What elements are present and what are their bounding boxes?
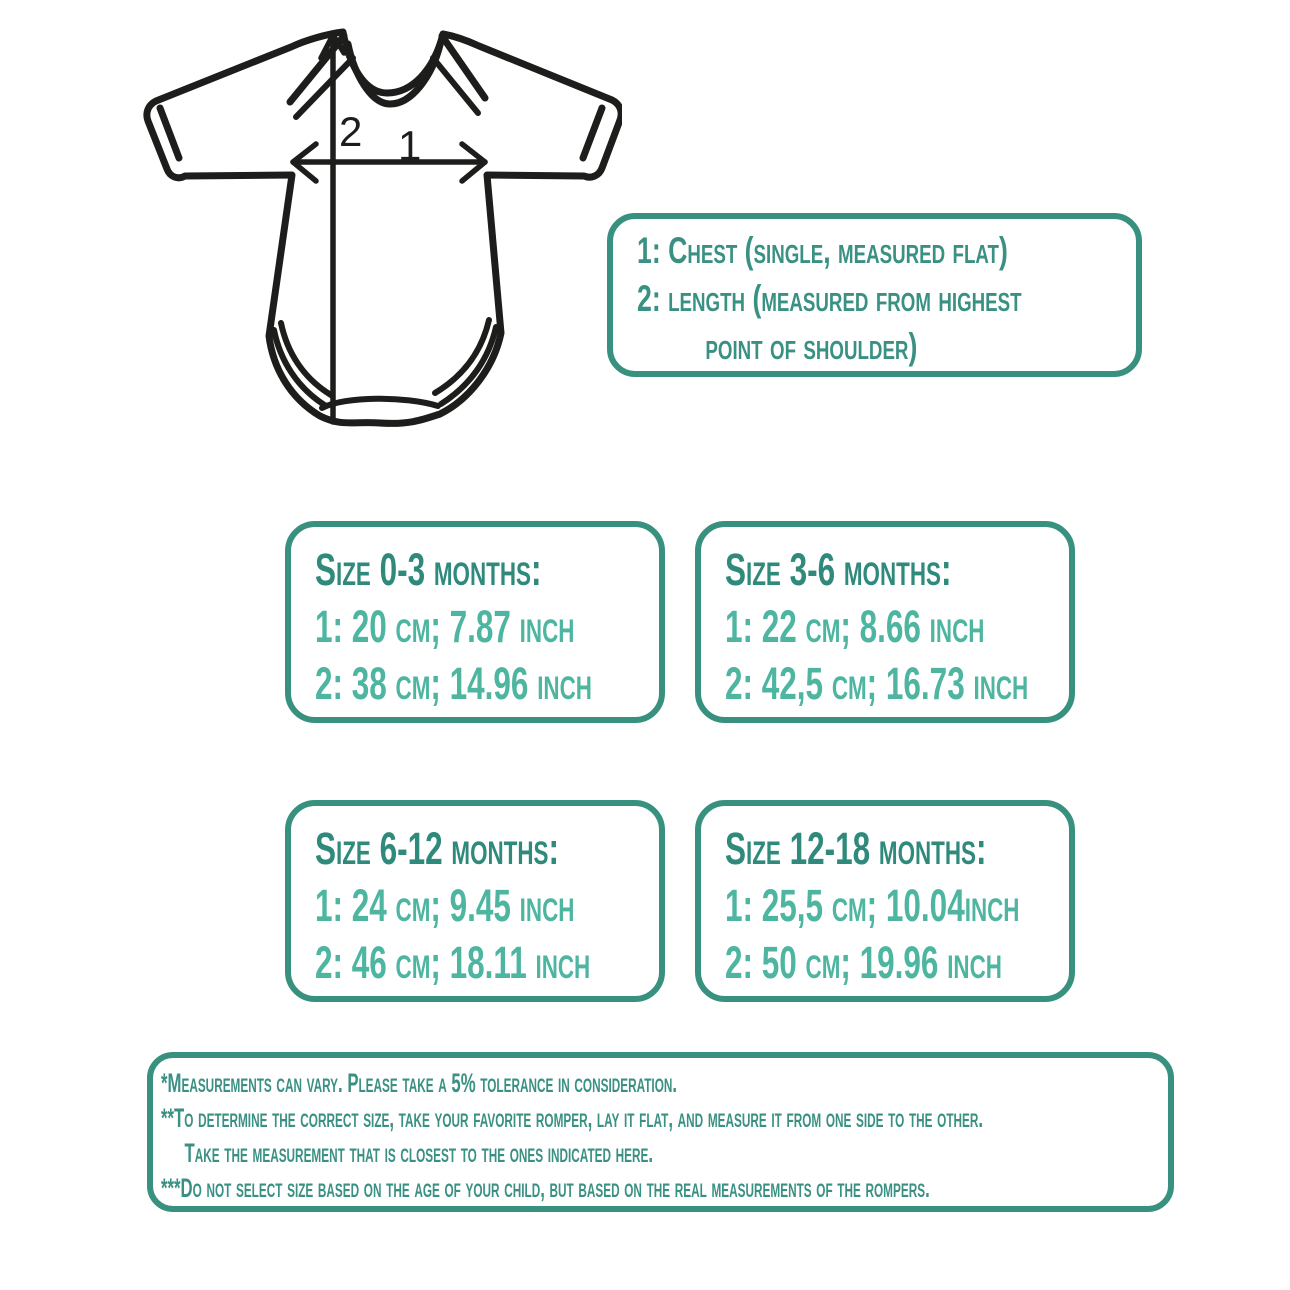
footnote-tolerance: *Measurements can vary. Please take a 5% tolerance in consideration.: [161, 1068, 678, 1098]
bodysuit-diagram-icon: [140, 18, 622, 448]
size-box-title: Size 0-3 months:: [315, 544, 542, 595]
footnotes-text: [161, 1066, 984, 1206]
size-box-length: 2: 38 cm; 14.96 inch: [315, 658, 592, 709]
size-box-title: Size 12-18 months:: [725, 823, 987, 874]
legend-line-chest: 1: Chest (single, measured flat): [637, 230, 1008, 271]
size-box-chest: 1: 24 cm; 9.45 inch: [315, 880, 575, 931]
size-box-0-3-months: [285, 521, 665, 723]
size-box-length: 2: 50 cm; 19.96 inch: [725, 937, 1002, 988]
legend-text: [637, 227, 1022, 371]
size-box-length: 2: 42,5 cm; 16.73 inch: [725, 658, 1029, 709]
size-box-12-18-months: [695, 800, 1075, 1002]
measurement-label-2: 2: [339, 108, 363, 155]
size-box-length: 2: 46 cm; 18.11 inch: [315, 937, 591, 988]
footnote-how-to-measure: **To determine the correct size, take your favorite romper, lay it flat, and measure it from one side to the other.: [161, 1103, 984, 1133]
size-box-chest: 1: 22 cm; 8.66 inch: [725, 601, 985, 652]
footnotes-box: [147, 1052, 1174, 1212]
size-box-chest: 1: 20 cm; 7.87 inch: [315, 601, 575, 652]
size-box-title: Size 6-12 months:: [315, 823, 559, 874]
size-box-chest: 1: 25,5 cm; 10.04inch: [725, 880, 1020, 931]
size-box-title: Size 3-6 months:: [725, 544, 952, 595]
size-box-6-12-months: [285, 800, 665, 1002]
bodysuit-outline: [147, 32, 621, 423]
legend-line-length: 2: length (measured from highest: [637, 278, 1022, 319]
size-box-3-6-months: [695, 521, 1075, 723]
footnote-how-to-measure-cont: Take the measurement that is closest to the ones indicated here.: [184, 1138, 654, 1168]
measurement-label-1: 1: [398, 122, 422, 169]
legend-box: [607, 213, 1142, 377]
footnote-size-selection: ***Do not select size based on the age of your child, but based on the real measurements of the rompers.: [161, 1173, 930, 1203]
legend-line-length-cont: point of shoulder): [705, 326, 918, 367]
